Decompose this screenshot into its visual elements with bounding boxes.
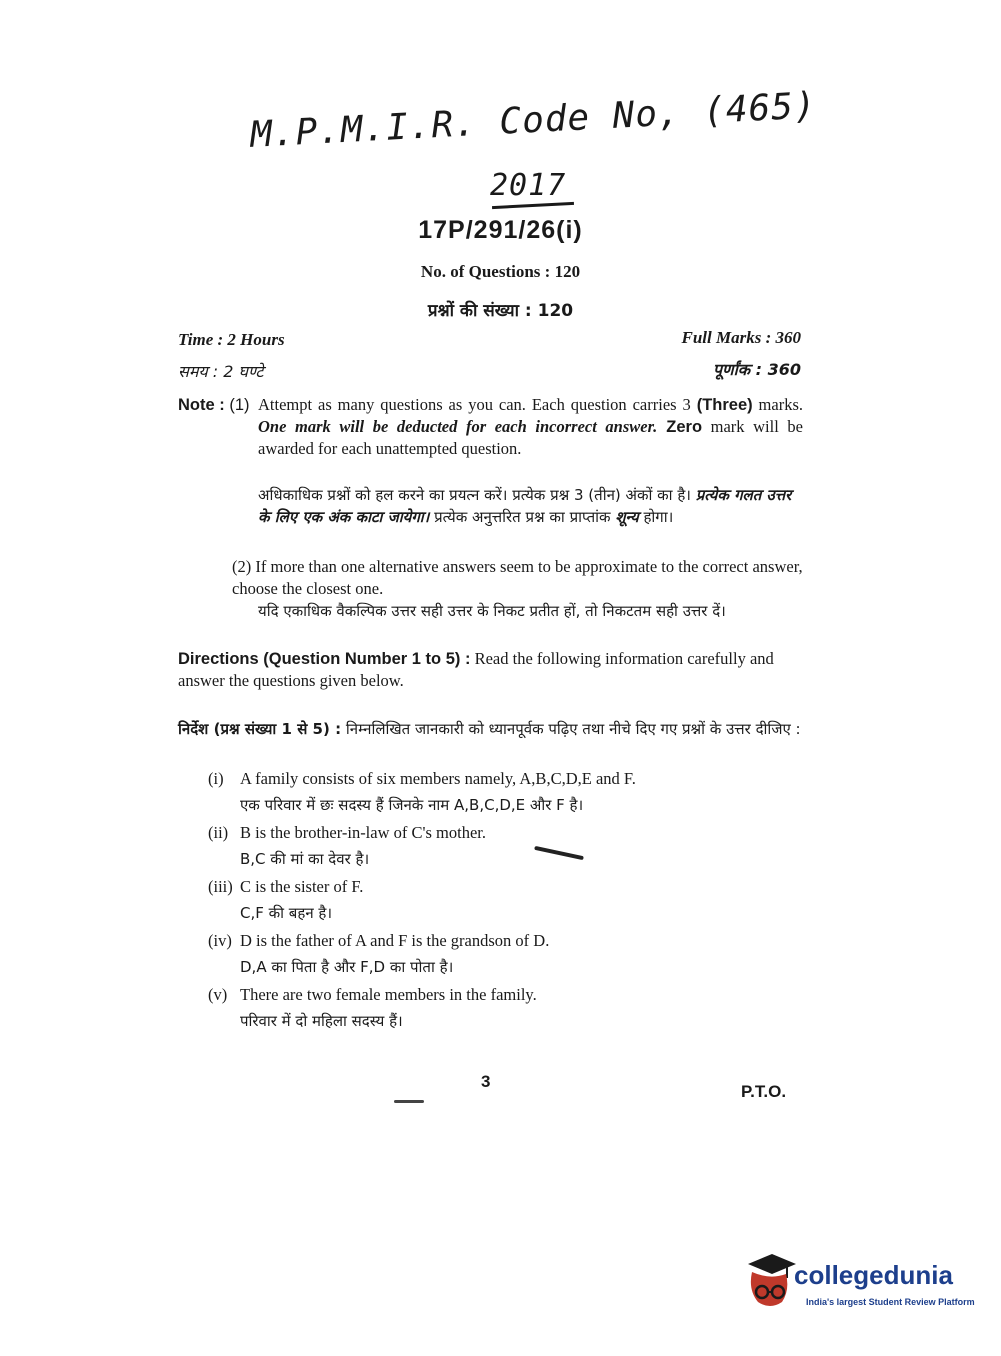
note-2-text [232, 556, 804, 600]
page-number: 3 [481, 1072, 491, 1091]
item-number: (iv) [208, 931, 232, 950]
item-text-hi: परिवार में दो महिला सदस्य हैं। [240, 1012, 403, 1030]
item-number: (v) [208, 985, 228, 1004]
note-1-text [258, 394, 803, 460]
directions-hi [178, 718, 804, 740]
note-1-hindi [258, 484, 806, 528]
time-en: Time : 2 Hours [178, 330, 285, 349]
note-1-hi-b: प्रत्येक गलत उत्तर के लिए एक अंक काटा जायेगा। [258, 486, 792, 526]
note-1-zero: Zero [657, 418, 703, 436]
note-1-c: mark will be awarded for each unattempted question. [258, 417, 803, 458]
note-1-a: Attempt as many questions as you can. Each question carries 3 [258, 395, 697, 414]
note-1-deduct: One mark will be deducted for each incorrect answer. [258, 417, 658, 436]
list-item [208, 984, 788, 1006]
list-item [208, 930, 788, 952]
item-number: (ii) [208, 823, 229, 842]
full-marks-en: Full Marks : 360 [681, 328, 801, 347]
directions-text: Read the following information carefully and answer the questions given below. [178, 649, 774, 690]
watermark-tagline: India's largest Student Review Platform [806, 1297, 975, 1307]
item-text-en: A family consists of six members namely, A,B,C,D,E and F. [240, 769, 636, 788]
item-number: (i) [208, 769, 224, 788]
note-2-hindi: यदि एकाधिक वैकल्पिक उत्तर सही उत्तर के निकट प्रतीत हों, तो निकटतम सही उत्तर दें। [258, 602, 726, 620]
ink-smudge [394, 1100, 424, 1103]
directions-text-hi: निम्नलिखित जानकारी को ध्यानपूर्वक पढ़िए तथा नीचे दिए गए प्रश्नों के उत्तर दीजिए : [345, 720, 801, 738]
item-number: (iii) [208, 877, 233, 896]
num-questions-en: No. of Questions : 120 [420, 262, 581, 281]
full-marks-hi: पूर्णांक : 360 [712, 360, 801, 379]
list-item [208, 822, 788, 844]
note-1-hi-d: होगा। [638, 508, 674, 526]
note-label-text: Note : [178, 396, 225, 414]
list-item [208, 876, 788, 898]
note-1-number: (1) [229, 396, 250, 414]
paper-code: 17P/291/26(i) [418, 216, 583, 244]
item-text-hi: C,F की बहन है। [240, 904, 333, 922]
directions-label-hi: निर्देश (प्रश्न संख्या 1 से 5) : [178, 720, 342, 738]
item-text-en: C is the sister of F. [240, 877, 364, 896]
item-text-hi: B,C की मां का देवर है। [240, 850, 370, 868]
num-questions-hi: प्रश्नों की संख्या : 120 [427, 301, 574, 321]
note-label [178, 396, 250, 415]
note-2-en: If more than one alternative answers seem to be approximate to the correct answer, choose the closest one. [232, 557, 803, 598]
note-1-hi-a: अधिकाधिक प्रश्नों को हल करने का प्रयत्न करें। प्रत्येक प्रश्न 3 (तीन) अंकों का है। [258, 486, 691, 504]
item-text-hi: एक परिवार में छः सदस्य हैं जिनके नाम A,B,C,D,E और F है। [240, 796, 584, 814]
item-text-en: B is the brother-in-law of C's mother. [240, 823, 486, 842]
note-2-number: (2) [232, 557, 252, 576]
item-text-hi: D,A का पिता है और F,D का पोता है। [240, 958, 454, 976]
time-hi: समय : 2 घण्टे [178, 362, 264, 381]
pto-label: P.T.O. [741, 1082, 787, 1101]
watermark-brand: collegedunia [794, 1260, 953, 1290]
note-1-b: marks. [752, 395, 804, 414]
note-1-three: (Three) [696, 396, 753, 414]
item-text-en: D is the father of A and F is the grandson of D. [240, 931, 550, 950]
directions-en [178, 648, 804, 692]
list-item [208, 768, 788, 790]
handwritten-year: 2017 [490, 168, 567, 203]
collegedunia-mascot-icon [742, 1250, 798, 1312]
note-1-hi-c: प्रत्येक अनुत्तरित प्रश्न का प्राप्तांक [434, 508, 616, 526]
directions-label: Directions (Question Number 1 to 5) : [178, 650, 471, 668]
item-text-en: There are two female members in the family. [240, 985, 537, 1004]
handwritten-title: M.P.M.I.R. Code No, (465) [249, 85, 818, 156]
note-1-hi-zero: शून्य [615, 508, 639, 526]
